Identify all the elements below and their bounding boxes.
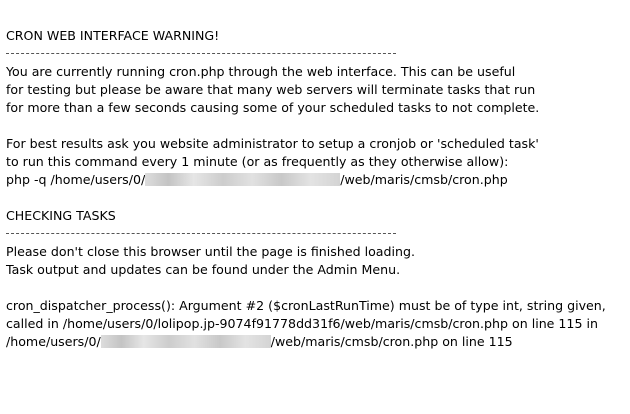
error-line-2: called in /home/users/0/lolipop.jp-9074f91778dd31f6/web/maris/cmsb/cron.php on line 115 in (6, 316, 598, 331)
spacer (6, 189, 626, 207)
advice-line-1: For best results ask you website administrator to setup a cronjob or 'scheduled task' (6, 136, 539, 151)
command-line (6, 171, 626, 189)
error-line-1: cron_dispatcher_process(): Argument #2 ($cronLastRunTime) must be of type int, string given, (6, 298, 606, 313)
checking-line-2: Task output and updates can be found under the Admin Menu. (6, 262, 401, 277)
command-suffix: /web/maris/cmsb/cron.php (340, 172, 508, 187)
warning-line-2: for testing but please be aware that many web servers will terminate tasks that run (6, 82, 536, 97)
redacted-path-block (145, 173, 340, 186)
cron-output-page (6, 27, 626, 351)
checking-line-1: Please don't close this browser until the page is finished loading. (6, 244, 415, 259)
error-path-suffix: /web/maris/cmsb/cron.php on line 115 (270, 334, 513, 349)
warning-heading: CRON WEB INTERFACE WARNING! (6, 28, 220, 43)
redacted-path-block (101, 335, 271, 348)
warning-line-3: for more than a few seconds causing some of your scheduled tasks to not complete. (6, 100, 540, 115)
warning-line-1: You are currently running cron.php through the web interface. This can be useful (6, 64, 516, 79)
checking-divider (6, 225, 626, 243)
checking-heading: CHECKING TASKS (6, 208, 116, 223)
error-path-prefix: /home/users/0/ (6, 334, 101, 349)
warning-divider (6, 45, 626, 63)
spacer (6, 117, 626, 135)
advice-line-2: to run this command every 1 minute (or as frequently as they otherwise allow): (6, 154, 509, 169)
command-prefix: php -q /home/users/0/ (6, 172, 146, 187)
error-line-3 (6, 333, 626, 351)
spacer (6, 279, 626, 297)
